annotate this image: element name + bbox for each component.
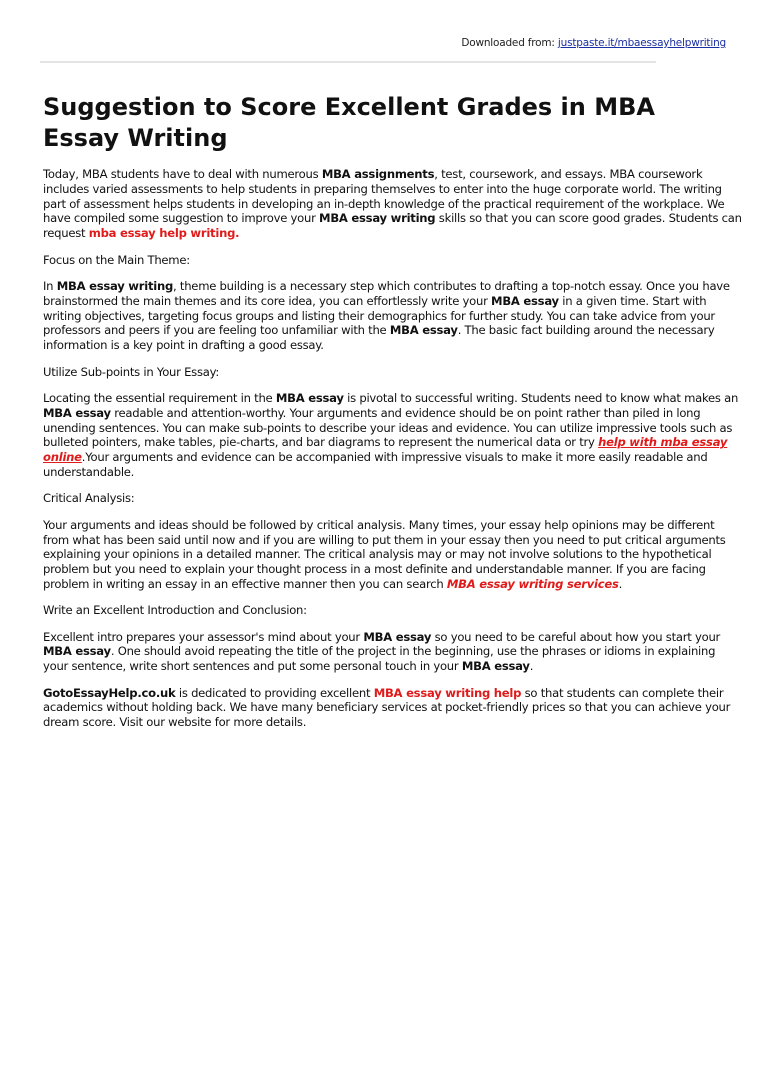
paragraph [43, 279, 743, 353]
text-run: . [618, 576, 623, 591]
text-run: Today, MBA students have to deal with numerous [43, 167, 322, 181]
text-run: .Your arguments and evidence can be accompanied with impressive visuals to make it more easily readable and understandable. [43, 450, 708, 479]
download-prefix: Downloaded from: [461, 37, 558, 49]
download-source [461, 37, 726, 49]
text-run: . [529, 659, 534, 674]
paragraph [43, 686, 743, 730]
bold-text: MBA essay writing [56, 278, 174, 293]
source-link[interactable]: justpaste.it/mbaessayhelpwriting [557, 37, 726, 49]
text-run: is pivotal to successful writing. Students need to know what makes an [343, 390, 739, 405]
bold-text: MBA essay [43, 644, 111, 659]
text-run: Focus on the Main Theme: [43, 252, 190, 267]
text-run: Excellent intro prepares your assessor's mind about your [43, 629, 364, 644]
bold-text: MBA essay writing [319, 211, 436, 226]
header-divider [40, 61, 656, 63]
bold-text: MBA essay [43, 405, 111, 420]
page-title: Suggestion to Score Excellent Grades in MBA Essay Writing [43, 93, 655, 152]
text-run: skills so that you can score good grades. Students can request [43, 211, 742, 241]
text-run: Your arguments and ideas should be followed by critical analysis. Many times, your essay help opinions may be different from what has been said until now and if you are willing to put them in your essay then you need to put critical arguments explaining your opinions in a detailed manner. The critical analysis may or may not involve solutions to the hypothetical problem but you need to explain your thought process in a most definite and understandable manner. If you are facing problem in writing an essay in an effective manner then you can search [43, 517, 726, 591]
inline-link[interactable]: mba essay help writing. [88, 226, 240, 241]
inline-link[interactable]: MBA essay writing help [373, 685, 522, 700]
text-run: . One should avoid repeating the title of the project in the beginning, use the phrases or idioms in explaining your sentence, write short sentences and put some personal touch in your [43, 644, 716, 674]
section-heading [43, 491, 743, 506]
text-run: , test, coursework, and essays. MBA coursework includes varied assessments to help students in preparing themselves to enter into the huge corporate world. The writing part of assessment helps students in developing an in-depth knowledge of the practical requirement of the workplace. We have compiled some suggestion to improve your [43, 167, 725, 226]
text-run: readable and attention-worthy. Your arguments and evidence should be on point rather than piled in long unending sentences. You can make sub-points to describe your ideas and evidence. You can utilize impressive tools such as bulleted pointers, make tables, pie-charts, and bar diagrams to represent the numerical data or try [43, 405, 733, 450]
inline-link[interactable]: help with mba essay online [43, 435, 728, 465]
text-run: . The basic fact building around the necessary information is a key point in drafting a good essay. [43, 323, 715, 353]
text-run: so that students can complete their academics without holding back. We have many beneficiary services at pocket-friendly prices so that you can achieve your dream score. Visit our website for more details. [43, 685, 731, 730]
inline-link[interactable]: MBA essay writing services [446, 576, 619, 591]
bold-text: MBA essay [389, 323, 458, 338]
bold-text: MBA essay [461, 659, 530, 674]
paragraph [43, 630, 743, 674]
paragraph [43, 518, 743, 592]
section-heading [43, 365, 743, 380]
section-heading [43, 603, 743, 618]
text-run: Utilize Sub-points in Your Essay: [43, 364, 220, 379]
text-run: Write an Excellent Introduction and Conclusion: [43, 603, 307, 618]
paragraph [43, 391, 743, 480]
text-run: in a given time. Start with writing objectives, targeting focus groups and listing their demographics for further study. You can take advice from your professors and peers if you are feeling too unfamiliar with the [43, 293, 715, 338]
text-run: Locating the essential requirement in the [43, 390, 276, 405]
bold-text: MBA essay [363, 629, 432, 644]
bold-text: MBA essay [491, 293, 559, 308]
text-run: , theme building is a necessary step which contributes to drafting a top-notch essay. Once you have brainstormed the main themes and its core idea, you can effortlessly write your [43, 278, 730, 308]
text-run: In [43, 278, 57, 293]
bold-text: GotoEssayHelp.co.uk [43, 685, 176, 700]
paragraph [43, 167, 743, 241]
text-run: Critical Analysis: [43, 491, 135, 506]
section-heading [43, 253, 743, 268]
text-run: so you need to be careful about how you start your [431, 629, 721, 644]
bold-text: MBA essay [275, 390, 344, 405]
text-run: is dedicated to providing excellent [175, 685, 374, 700]
bold-text: MBA assignments [321, 167, 435, 181]
article-body [43, 167, 743, 742]
